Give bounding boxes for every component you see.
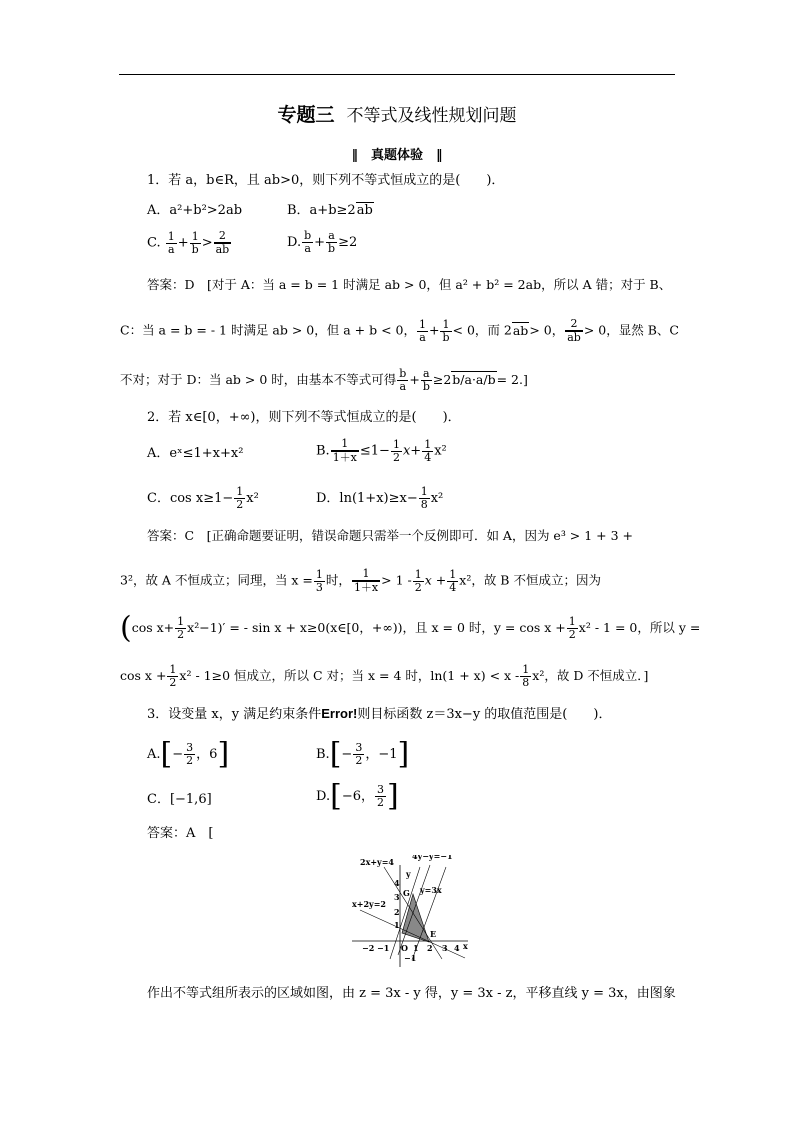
- q1-option-a: A．a²+b²>2ab: [147, 203, 243, 218]
- text: x²: [434, 443, 447, 459]
- frac-1-4: [422, 439, 433, 464]
- frac-1-2: [391, 439, 402, 464]
- num: a: [326, 230, 337, 243]
- num: a: [421, 368, 432, 381]
- frac-1-4: [447, 569, 458, 594]
- den: b: [191, 242, 199, 256]
- text: x²: [430, 491, 444, 506]
- frac-3-2: [353, 742, 364, 767]
- graph-label: 3: [442, 943, 448, 953]
- text: < 0，而 2: [452, 322, 512, 338]
- frac-1-2: [234, 486, 245, 511]
- q1-answer-line3: 不对；对于 D：当 ab > 0 时，由基本不等式可得 $\frac{b}{a}$ + $\frac{a}{b}$ ≥2b/a·a/b= 2.]: [120, 367, 528, 393]
- den: 1＋x: [332, 451, 357, 464]
- graph-label: −1: [404, 953, 417, 963]
- text: ，6: [196, 747, 218, 762]
- text: x²，故 D 不恒成立．]: [532, 668, 649, 683]
- num: 3: [186, 741, 194, 754]
- q2-option-d: [316, 486, 443, 511]
- text: > 0，显然 B、C: [583, 322, 679, 338]
- num: b: [304, 229, 312, 242]
- q1-b-radical: ab: [356, 203, 373, 218]
- q1-option-c: C. $\frac{1}{a}$ + $\frac{1}{b}$ > $\frac{2}{ab}$: [147, 229, 230, 256]
- lparen: (: [120, 610, 132, 646]
- graph-label: y: [406, 869, 411, 879]
- title-main: 专题三: [277, 104, 335, 126]
- num: 1: [315, 567, 323, 581]
- radical: ab: [512, 322, 529, 338]
- q3-explanation: 作出不等式组所表示的区域如图，由 z = 3x - y 得，y = 3x - z，平移直线 y = 3x，由图象: [147, 986, 676, 1001]
- graph-label: O: [401, 943, 408, 953]
- den: 2: [177, 628, 185, 641]
- text: D．ln(1+x)≥x−: [316, 491, 418, 506]
- graph-label: −2: [362, 943, 375, 953]
- frac-1-2: [413, 569, 424, 594]
- num: 1: [177, 615, 185, 628]
- frac-1-2: [167, 664, 178, 689]
- num: 1: [331, 438, 359, 451]
- frac-1-sqrt1x: [352, 568, 380, 594]
- text: x² - 1 = 0，所以 y =: [578, 620, 701, 635]
- den: 2: [355, 754, 363, 767]
- den: 8: [522, 676, 530, 689]
- graph-label: G: [403, 888, 410, 898]
- num: 1: [420, 485, 428, 498]
- frac-1-3: [314, 569, 325, 594]
- q1-d-post: ≥2: [338, 235, 358, 250]
- num: 1: [392, 437, 400, 451]
- den: ab: [567, 331, 581, 344]
- den: 2: [414, 580, 422, 594]
- frac-1-8: [520, 664, 531, 689]
- den: 2: [186, 754, 194, 767]
- den: ab: [215, 243, 230, 256]
- q2-stem: 2．若 x∈[0，+∞)，则下列不等式恒成立的是( )．: [147, 410, 461, 425]
- text: 不对；对于 D：当 ab > 0 时，由基本不等式可得: [120, 372, 397, 387]
- text: > 1 -: [381, 572, 412, 588]
- den: 4: [449, 580, 457, 594]
- graph-label: 4y−y=−1: [412, 855, 453, 861]
- den: 2: [236, 498, 244, 511]
- title-sub: 不等式及线性规划问题: [346, 106, 517, 126]
- radical: b/a·a/b: [452, 372, 496, 387]
- q2-option-a: A．eˣ≤1+x+x²: [147, 446, 244, 461]
- frac-1-a: [166, 231, 177, 256]
- den: 2: [376, 796, 384, 809]
- rbracket: ]: [397, 736, 410, 772]
- q2-option-b: B. $\frac{1}{1+x}$ ≤1− $\frac{1}{2}$ x+ $\frac{1}{4}$ x²: [316, 437, 447, 464]
- text: C：当 a = b = - 1 时满足 ab > 0，但 a + b < 0，: [120, 322, 416, 338]
- graph-label: x+2y=2: [352, 899, 386, 909]
- num: 1: [169, 663, 177, 676]
- gt: >: [201, 235, 213, 251]
- den: 2: [169, 676, 177, 689]
- q1-option-b: [287, 203, 374, 219]
- rbracket: ]: [386, 778, 399, 814]
- num: 1: [522, 663, 530, 676]
- text: x²，故 B 不恒成立；因为: [459, 572, 601, 588]
- q1-c-label: C.: [147, 235, 161, 251]
- text: x² - 1≥0 恒成立，所以 C 对；当 x = 4 时，ln(1 + x) < x -: [179, 668, 520, 683]
- text: ，−1: [365, 747, 398, 762]
- label: A.: [147, 747, 161, 762]
- den: 1＋x: [353, 581, 379, 594]
- num: 2: [565, 318, 583, 331]
- num: 1: [449, 567, 457, 581]
- q3-option-a: A.[− $\frac{3}{2}$ ，6]: [147, 736, 230, 772]
- q2-answer-line1: 答案：C [正确命题要证明，错误命题只需举一个反例即可．如 A，因为 e³ > 1 + 3 +: [147, 528, 634, 543]
- q3-stem: [147, 706, 611, 723]
- num: 3: [376, 783, 384, 796]
- q2-answer-line3: [120, 610, 701, 646]
- text: cos x+: [131, 620, 175, 635]
- frac-a-b: [421, 368, 432, 393]
- den: a: [304, 242, 311, 255]
- den: b: [422, 380, 430, 393]
- q1-option-d: D. $\frac{b}{a}$ + $\frac{a}{b}$ ≥2: [287, 229, 358, 255]
- q1-stem: 1．若 a，b∈R，且 ab>0，则下列不等式恒成立的是( )．: [147, 173, 505, 188]
- num: 1: [236, 485, 244, 498]
- num: 1: [568, 615, 576, 628]
- num: 1: [424, 437, 432, 451]
- den: 2: [568, 628, 576, 641]
- q2-answer-line4: [120, 664, 648, 689]
- den: 3: [315, 580, 323, 594]
- den: b: [442, 330, 450, 344]
- header-rule: [119, 74, 675, 75]
- text: 3．设变量 x，y 满足约束条件: [147, 707, 322, 722]
- q2-option-c: [147, 486, 259, 511]
- lbracket: [: [329, 736, 342, 772]
- num: 1: [440, 319, 451, 332]
- frac-1-2: [567, 616, 578, 641]
- graph-label: −1: [377, 943, 390, 953]
- den: a: [167, 242, 175, 256]
- graph-label: 2x+y=4: [360, 857, 394, 867]
- text: x²−1)′ = - sin x + x≥0(x∈[0，+∞))，且 x = 0 时，y = cos x +: [187, 620, 566, 635]
- label: B.: [316, 747, 330, 762]
- graph-label: E: [430, 929, 437, 939]
- q1-answer-line2: C：当 a = b = - 1 时满足 ab > 0，但 a + b < 0， $\frac{1}{a}$ + $\frac{1}{b}$ < 0，而 2ab> 0， $\frac{2}{ab}$ > 0，显然 B、C: [120, 317, 679, 344]
- label: B.: [316, 443, 330, 459]
- line-y-3x: [398, 865, 430, 955]
- q2-answer-line2: 3²，故 A 不恒成立；同理，当 x = $\frac{1}{3}$ 时， $\frac{1}{1+x}$ > 1 - $\frac{1}{2}$ x + $\frac{1}{4}$ x²，故 B 不恒成立；因为: [120, 567, 601, 594]
- page-title: [0, 100, 794, 127]
- num: 1: [167, 229, 175, 243]
- text: 时，: [325, 572, 351, 588]
- text: C．cos x≥1−: [147, 491, 234, 506]
- lbracket: [: [160, 736, 173, 772]
- text: x²: [246, 491, 259, 506]
- text: cos x +: [120, 668, 167, 683]
- den: a: [419, 330, 426, 344]
- text: −6，: [341, 789, 374, 804]
- text: ≤1−: [359, 443, 390, 459]
- graph-label: 1: [413, 943, 419, 953]
- frac-1-b: [440, 319, 451, 344]
- frac-2-sqrtab: [214, 230, 232, 256]
- frac-b-a: [302, 230, 313, 255]
- num: 1: [414, 567, 422, 581]
- frac-1-b: [190, 231, 201, 256]
- graph-label: 4: [394, 878, 400, 888]
- num: 1: [190, 231, 201, 244]
- q3-answer: 答案：A [: [147, 826, 214, 841]
- den: 4: [424, 450, 432, 464]
- text: > 0，: [529, 322, 565, 338]
- num: 2: [214, 230, 232, 243]
- graph-label: 2: [394, 907, 400, 917]
- text: 3²，故 A 不恒成立；同理，当 x =: [120, 572, 313, 588]
- text: = 2.]: [496, 372, 528, 387]
- feasible-region-graph: [350, 855, 472, 970]
- frac-3-2: [375, 784, 386, 809]
- num: 3: [355, 741, 363, 754]
- text: 则目标函数 z＝3x−y 的取值范围是( )．: [357, 707, 612, 722]
- feasible-region: [402, 894, 429, 942]
- frac-b-a: [397, 368, 408, 393]
- q3-option-d: [316, 778, 399, 814]
- frac-3-2: [184, 742, 195, 767]
- frac-1-2: [175, 616, 186, 641]
- label: D.: [316, 789, 331, 804]
- graph-label: 1: [394, 920, 400, 930]
- graph-label: y=3x: [420, 885, 442, 895]
- num: b: [399, 367, 407, 380]
- frac-1-sqrt1x: [331, 438, 359, 464]
- frac-2-sqrtab: [565, 318, 583, 344]
- frac-1-8: [419, 486, 430, 511]
- q1-b-text: B．a+b≥2: [287, 203, 356, 218]
- q1-d-label: D.: [287, 235, 302, 250]
- den: 2: [392, 450, 400, 464]
- num: 1: [418, 317, 426, 331]
- section-heading: ‖ 真题体验 ‖: [351, 148, 443, 163]
- rbracket: ]: [217, 736, 230, 772]
- den: 8: [420, 498, 428, 511]
- graph-label: 2: [427, 943, 433, 953]
- frac-1-a: [417, 319, 428, 344]
- num: 1: [352, 568, 380, 581]
- den: a: [399, 380, 407, 393]
- den: b: [328, 242, 336, 255]
- lbracket: [: [330, 778, 342, 814]
- q1-answer-line1: 答案：D [对于 A：当 a = b = 1 时满足 ab > 0，但 a² + b² = 2ab，所以 A 错；对于 B、: [147, 277, 672, 292]
- q3-option-c: C．[−1,6]: [147, 792, 212, 807]
- frac-a-b: [326, 230, 337, 255]
- q3-option-b: B.[− $\frac{3}{2}$ ，−1]: [316, 736, 410, 772]
- graph-label: 3: [394, 892, 400, 902]
- error-text: Error!: [321, 706, 358, 721]
- graph-label: 4: [454, 943, 460, 953]
- graph-label: x: [463, 941, 468, 951]
